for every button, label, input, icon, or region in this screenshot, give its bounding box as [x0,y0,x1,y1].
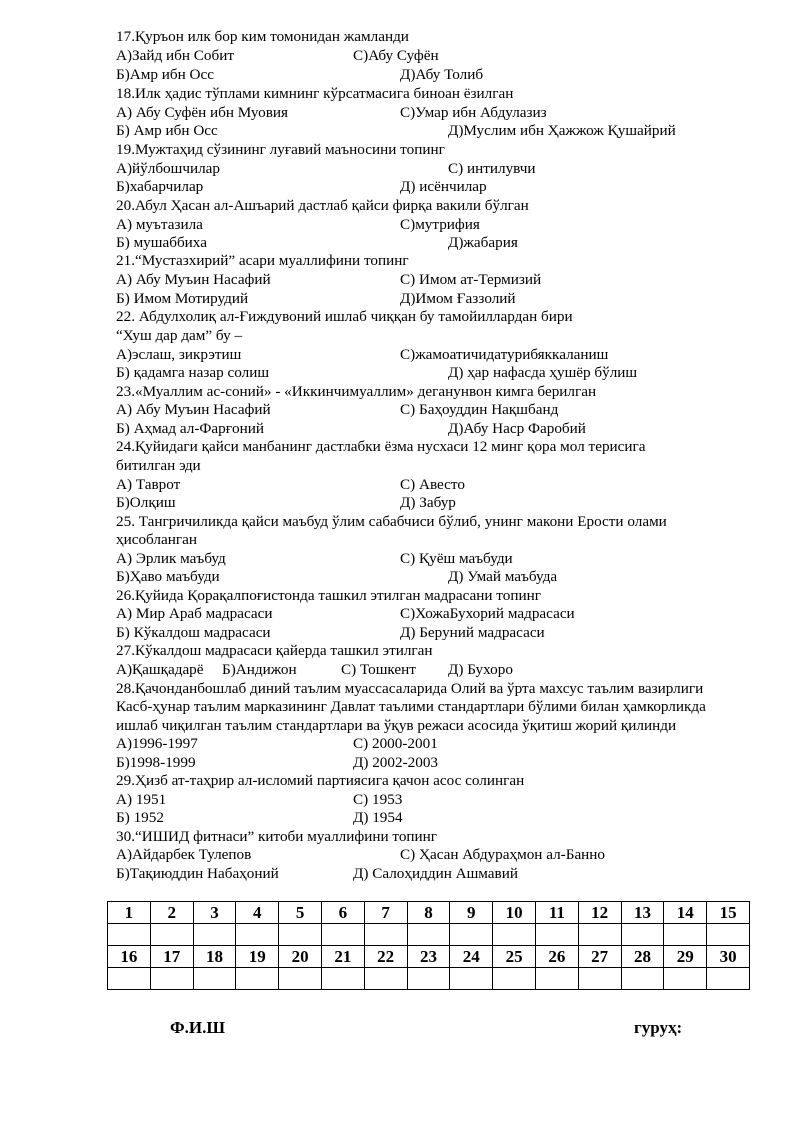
answer-number: 12 [578,902,621,924]
answer-number: 15 [707,902,750,924]
question-27: 27.Кўкалдош мадрасаси қайерда ташкил этилган [116,642,433,659]
answer-cell[interactable] [493,924,536,946]
answer-number: 25 [493,946,536,968]
q24-option-a: А) Таврот [116,476,181,493]
answer-number: 2 [150,902,193,924]
answer-cell[interactable] [664,968,707,990]
question-25-line-2: ҳисобланган [116,531,197,548]
answer-blank-row [108,968,750,990]
question-25: 25. Тангричиликда қайси маъбуд ўлим сабабчиси бўлиб, унинг макони Ерости олами [116,513,667,530]
answer-header-row [108,946,750,968]
question-22-line-2: “Хуш дар дам” бу – [116,327,243,344]
q26-option-b: Б) Кўкалдош мадрасаси [116,624,271,641]
answer-number: 9 [450,902,493,924]
answer-cell[interactable] [535,968,578,990]
answer-cell[interactable] [279,968,322,990]
name-label: Ф.И.Ш [170,1018,225,1037]
answer-number: 14 [664,902,707,924]
q20-option-d: Д)жабария [448,234,518,251]
answer-number: 16 [108,946,151,968]
question-26: 26.Қуйида Қорақалпоғистонда ташкил этилган мадрасани топинг [116,587,541,604]
q18-option-c: С)Умар ибн Абдулазиз [400,104,547,121]
answer-cell[interactable] [236,924,279,946]
answer-number: 20 [279,946,322,968]
answer-number: 18 [193,946,236,968]
q21-option-a: А) Абу Муъин Насафий [116,271,271,288]
answer-cell[interactable] [407,924,450,946]
answer-number: 7 [364,902,407,924]
question-24-line-2: битилган эди [116,457,201,474]
question-24: 24.Қуйидаги қайси манбанинг дастлабки ёзма нусхаси 12 минг қора мол терисига [116,438,646,455]
q29-option-a: А) 1951 [116,791,167,808]
q30-option-c: С) Ҳасан Абдураҳмон ал-Банно [400,846,606,863]
q29-option-b: Б) 1952 [116,809,164,826]
answer-cell[interactable] [193,924,236,946]
question-28-line-2: Касб-ҳунар таълим марказининг Давлат таълими стандартлари бўлими билан ҳамкорликда [116,698,706,715]
q27-option-c: С) Тошкент [341,661,416,678]
q27-option-b: Б)Андижон [222,661,297,678]
q23-option-b: Б) Аҳмад ал-Фарғоний [116,420,264,437]
q17-option-b: Б)Амр ибн Осс [116,66,214,83]
answer-cell[interactable] [664,924,707,946]
q21-option-b: Б) Имом Мотирудий [116,290,249,307]
q22-option-b: Б) қадамга назар солиш [116,364,270,381]
answer-cell[interactable] [578,968,621,990]
answer-cell[interactable] [279,924,322,946]
q26-option-d: Д) Беруний мадрасаси [400,624,545,641]
answer-number: 17 [150,946,193,968]
question-22: 22. Абдулхолиқ ал-Ғиждувоний ишлаб чиққан бу тамойиллардан бири [116,308,573,325]
q23-option-c: С) Баҳоуддин Нақшбанд [400,401,559,418]
q21-option-c: С) Имом ат-Термизий [400,271,542,288]
answer-number: 4 [236,902,279,924]
answer-number: 8 [407,902,450,924]
answer-cell[interactable] [364,924,407,946]
answer-number: 28 [621,946,664,968]
answer-cell[interactable] [707,968,750,990]
q17-option-c: С)Абу Суфён [353,47,439,64]
answer-blank-row [108,924,750,946]
question-20: 20.Абул Ҳасан ал-Ашъарий дастлаб қайси фирқа вакили бўлган [116,197,529,214]
q19-option-a: А)йўлбошчилар [116,160,221,177]
answer-cell[interactable] [450,924,493,946]
q23-option-a: А) Абу Муъин Насафий [116,401,271,418]
q22-option-d: Д) ҳар нафасда ҳушёр бўлиш [448,364,638,381]
answer-number: 21 [321,946,364,968]
answer-cell[interactable] [450,968,493,990]
answer-cell[interactable] [707,924,750,946]
q19-option-b: Б)хабарчилар [116,178,204,195]
q18-option-d: Д)Муслим ибн Ҳажжож Қушайрий [448,122,676,139]
q21-option-d: Д)Имом Ғаззолий [400,290,516,307]
q19-option-d: Д) исёнчилар [400,178,487,195]
answer-cell[interactable] [108,924,151,946]
answer-number: 13 [621,902,664,924]
q24-option-d: Д) Забур [400,494,456,511]
q30-option-d: Д) Салоҳиддин Ашмавий [353,865,518,882]
group-label: гуруҳ: [634,1018,683,1037]
q24-option-c: С) Авесто [400,476,465,493]
q23-option-d: Д)Абу Наср Фаробий [448,420,586,437]
q18-option-a: А) Абу Суфён ибн Муовия [116,104,289,121]
q25-option-c: С) Қуёш маъбуди [400,550,513,567]
q28-option-a: А)1996-1997 [116,735,198,752]
q30-option-a: А)Айдарбек Тулепов [116,846,252,863]
q29-option-d: Д) 1954 [353,809,403,826]
question-18: 18.Илк ҳадис тўплами кимнинг кўрсатмасига биноан ёзилган [116,85,514,102]
answer-number: 11 [535,902,578,924]
question-29: 29.Ҳизб ат-таҳрир ал-исломий партиясига қачон асос солинган [116,772,525,789]
answer-number: 23 [407,946,450,968]
q25-option-a: А) Эрлик маъбуд [116,550,226,567]
answer-cell[interactable] [364,968,407,990]
answer-cell[interactable] [150,968,193,990]
q29-option-c: С) 1953 [353,791,403,808]
answer-number: 26 [535,946,578,968]
q20-option-b: Б) мушаббиха [116,234,207,251]
answer-cell[interactable] [621,968,664,990]
answer-cell[interactable] [621,924,664,946]
q25-option-b: Б)Ҳаво маъбуди [116,568,220,585]
q28-option-d: Д) 2002-2003 [353,754,439,771]
q20-option-c: С)мутрифия [400,216,480,233]
answer-cell[interactable] [150,924,193,946]
answer-grid [107,901,750,990]
q17-option-a: А)Зайд ибн Собит [116,47,235,64]
answer-number: 1 [108,902,151,924]
answer-cell[interactable] [321,968,364,990]
answer-header-row [108,902,750,924]
answer-cell[interactable] [236,968,279,990]
question-28: 28.Қачонданбошлаб диний таълим муассасаларида Олий ва ўрта махсус таълим вазирлиги [116,680,704,697]
answer-cell[interactable] [407,968,450,990]
question-19: 19.Мужтаҳид сўзининг луғавий маъносини топинг [116,141,445,158]
q22-option-c: С)жамоатичидатурибяккаланиш [400,346,609,363]
q26-option-c: С)ХожаБухорий мадрасаси [400,605,575,622]
answer-number: 19 [236,946,279,968]
q22-option-a: А)эслаш, зикрэтиш [116,346,242,363]
q27-option-d: Д) Бухоро [448,661,513,678]
answer-number: 6 [321,902,364,924]
q28-option-b: Б)1998-1999 [116,754,196,771]
q27-option-a: А)Қашқадарё [116,661,204,678]
question-17: 17.Қуръон илк бор ким томонидан жамланди [116,28,409,45]
answer-cell[interactable] [108,968,151,990]
question-28-line-3: ишлаб чиқилган таълим стандартлари ва ўқув режаси асосида ўқитиш жорий қилинди [116,717,677,734]
q24-option-b: Б)Олқиш [116,494,176,511]
q19-option-c: С) интилувчи [448,160,536,177]
question-21: 21.“Мустазхирий” асари муаллифини топинг [116,252,409,269]
q28-option-c: С) 2000-2001 [353,735,438,752]
answer-cell[interactable] [493,968,536,990]
question-23: 23.«Муаллим ас-соний» - «Иккинчимуаллим» деганунвон кимга берилган [116,383,597,400]
q25-option-d: Д) Умай маъбуда [448,568,558,585]
answer-cell[interactable] [193,968,236,990]
answer-cell[interactable] [578,924,621,946]
q30-option-b: Б)Тақиюддин Набаҳоний [116,865,279,882]
answer-number: 24 [450,946,493,968]
question-30: 30.“ИШИД фитнаси” китоби муаллифини топинг [116,828,438,845]
answer-number: 5 [279,902,322,924]
answer-number: 3 [193,902,236,924]
answer-number: 22 [364,946,407,968]
q18-option-b: Б) Амр ибн Осс [116,122,218,139]
q26-option-a: А) Мир Араб мадрасаси [116,605,273,622]
answer-cell[interactable] [535,924,578,946]
answer-cell[interactable] [321,924,364,946]
q17-option-d: Д)Абу Толиб [400,66,484,83]
q20-option-a: А) муътазила [116,216,203,233]
answer-number: 29 [664,946,707,968]
answer-number: 30 [707,946,750,968]
answer-number: 27 [578,946,621,968]
answer-number: 10 [493,902,536,924]
